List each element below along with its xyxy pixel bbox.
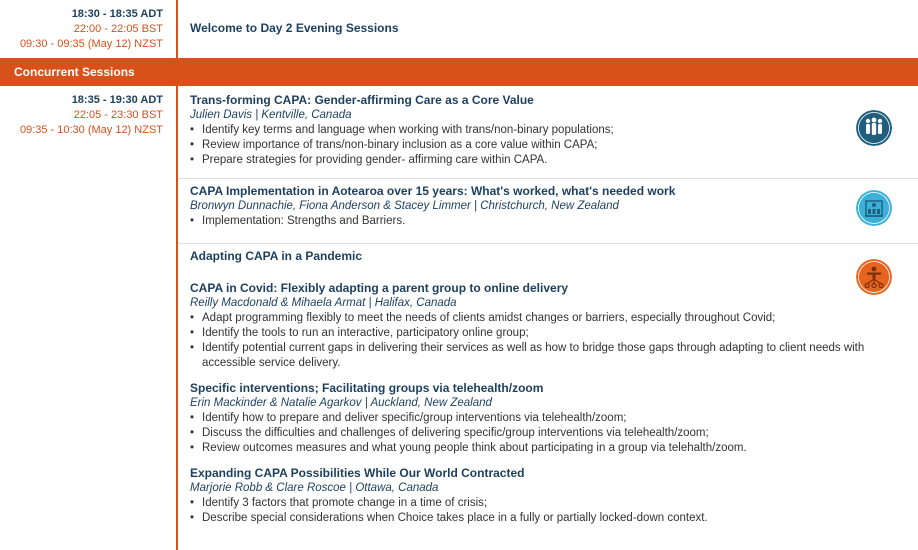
list-item: • Describe special considerations when Choice takes place in a fully or partially locked-down context. <box>190 511 900 526</box>
sub-session-capa-in-covid <box>190 281 900 371</box>
sub-session-presenters: Reilly Macdonald & Mihaela Armat | Halifax, Canada <box>190 297 457 309</box>
list-item: • Adapt programming flexibly to meet the needs of clients amidst changes or barriers, especially throughout Covid; <box>190 311 900 326</box>
session-title: Trans-forming CAPA: Gender-affirming Care as a Core Value <box>190 93 534 107</box>
sub-session-presenters: Marjorie Robb & Clare Roscoe | Ottawa, Canada <box>190 482 439 494</box>
welcome-time-adt: 18:30 - 18:35 ADT <box>71 8 163 20</box>
list-item: • Prepare strategies for providing gender- affirming care within CAPA. <box>190 153 900 168</box>
session-capa-implementation-aotearoa <box>190 184 900 229</box>
welcome-time-nzst: 09:30 - 09:35 (May 12) NZST <box>19 38 163 50</box>
list-item: • Identify 3 factors that promote change in a time of crisis; <box>190 496 900 511</box>
session-group-title: Adapting CAPA in a Pandemic <box>190 249 363 263</box>
list-item: • Identify the tools to run an interactive, participatory online group; <box>190 326 900 341</box>
session-separator <box>178 178 918 179</box>
sub-session-title: Expanding CAPA Possibilities While Our World Contracted <box>190 466 525 480</box>
sub-session-specific-interventions <box>190 381 900 456</box>
session-title: CAPA Implementation in Aotearoa over 15 years: What's worked, what's needed work <box>190 184 676 198</box>
list-item: • Review importance of trans/non-binary inclusion as a core value within CAPA; <box>190 138 900 153</box>
session-bullets <box>190 123 900 168</box>
list-item: • Implementation: Strengths and Barriers. <box>190 214 900 229</box>
list-item: • Discuss the difficulties and challenges of delivering specific/group interventions via telehealth/zoom; <box>190 426 900 441</box>
concurrent-time-block <box>20 93 163 138</box>
concurrent-sessions-banner: Concurrent Sessions <box>0 58 918 86</box>
welcome-divider <box>176 0 178 58</box>
welcome-time-bst: 22:00 - 22:05 BST <box>73 23 163 35</box>
list-item: • Identify how to prepare and deliver specific/group interventions via telehealth/zoom; <box>190 411 900 426</box>
session-presenters: Bronwyn Dunnachie, Fiona Anderson & Stacey Limmer | Christchurch, New Zealand <box>190 200 619 212</box>
list-item: • Identify potential current gaps in delivering their services as well as how to bridge those gaps through adapting to client needs with accessible service delivery. <box>190 341 900 371</box>
presenter-network-icon <box>856 259 892 295</box>
list-item: • Identify key terms and language when working with trans/non-binary populations; <box>190 123 900 138</box>
sub-session-title: CAPA in Covid: Flexibly adapting a parent group to online delivery <box>190 281 569 295</box>
session-presenters: Julien Davis | Kentville, Canada <box>190 109 352 121</box>
sub-session-bullets <box>190 311 900 371</box>
sub-session-bullets <box>190 496 900 526</box>
session-separator <box>178 243 918 244</box>
session-bullets <box>190 214 900 229</box>
concurrent-divider <box>176 86 178 550</box>
sub-session-bullets <box>190 411 900 456</box>
sub-session-presenters: Erin Mackinder & Natalie Agarkov | Auckland, New Zealand <box>190 397 492 409</box>
sub-session-expanding-capa <box>190 466 900 526</box>
building-icon <box>856 190 892 226</box>
concurrent-time-nzst: 09:35 - 10:30 (May 12) NZST <box>19 124 163 136</box>
concurrent-time-adt: 18:35 - 19:30 ADT <box>71 94 163 106</box>
welcome-time-block <box>20 7 163 52</box>
concurrent-time-bst: 22:05 - 23:30 BST <box>73 109 163 121</box>
people-group-icon <box>856 110 892 146</box>
session-adapting-capa-pandemic <box>190 249 900 526</box>
welcome-title: Welcome to Day 2 Evening Sessions <box>190 21 399 35</box>
session-trans-forming-capa <box>190 93 900 168</box>
sub-session-title: Specific interventions; Facilitating groups via telehealth/zoom <box>190 381 544 395</box>
list-item: • Review outcomes measures and what young people think about participating in a group via telehalth/zoom. <box>190 441 900 456</box>
